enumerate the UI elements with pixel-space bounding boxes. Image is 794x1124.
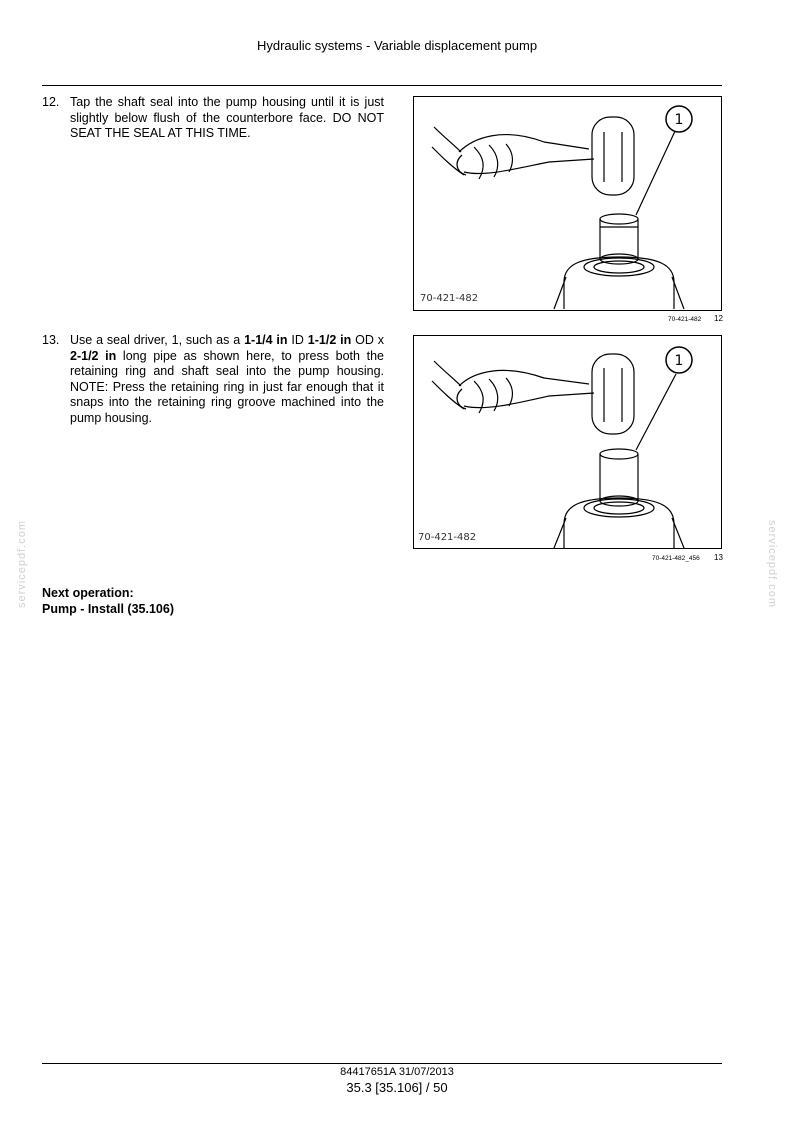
step-13 (42, 333, 384, 427)
figure-image-code: 70-421-482 (420, 293, 479, 304)
footer-doc-id: 84417651A 31/07/2013 (340, 1066, 454, 1078)
footer-page-number: 35.3 [35.106] / 50 (346, 1080, 448, 1095)
next-operation-link[interactable]: Pump - Install (35.106) (42, 602, 174, 616)
header-rule (42, 85, 722, 86)
next-operation-label: Next operation: (42, 586, 134, 600)
figure-caption: 70-421-482_456 (652, 555, 700, 562)
step-number: 13. (42, 333, 60, 347)
next-operation (42, 585, 174, 617)
watermark-right: servicepdf.com (765, 520, 778, 608)
step-text: Tap the shaft seal into the pump housing until it is just slightly below flush of the counterbore face. DO NOT SEAT THE SEAL AT THIS TIME. (70, 95, 384, 141)
callout-number: 1 (674, 112, 684, 128)
step-number: 12. (42, 95, 60, 109)
callout-number: 1 (674, 353, 684, 369)
figure-12 (413, 96, 722, 311)
figure-13 (413, 335, 722, 549)
figure-image-code: 70-421-482 (418, 532, 477, 543)
seal-driver-illustration (414, 336, 721, 548)
seal-tapping-illustration (414, 97, 721, 310)
footer-rule (42, 1063, 722, 1064)
watermark-left: servicepdf.com (15, 520, 28, 608)
page-header-title: Hydraulic systems - Variable displacement pump (256, 38, 538, 53)
step-12 (42, 95, 384, 142)
step-text: Use a seal driver, 1, such as a 1-1/4 in ID 1-1/2 in OD x 2-1/2 in long pipe as shown here, to press both the retaining ring and shaft seal into the pump housing. NOTE: Press the retaining ring in just far enough that it snaps into the retaining ring groove machined into the pump housing. (70, 333, 384, 425)
figure-number: 13 (714, 553, 723, 562)
figure-number: 12 (714, 314, 723, 323)
figure-caption: 70-421-482 (668, 316, 702, 323)
